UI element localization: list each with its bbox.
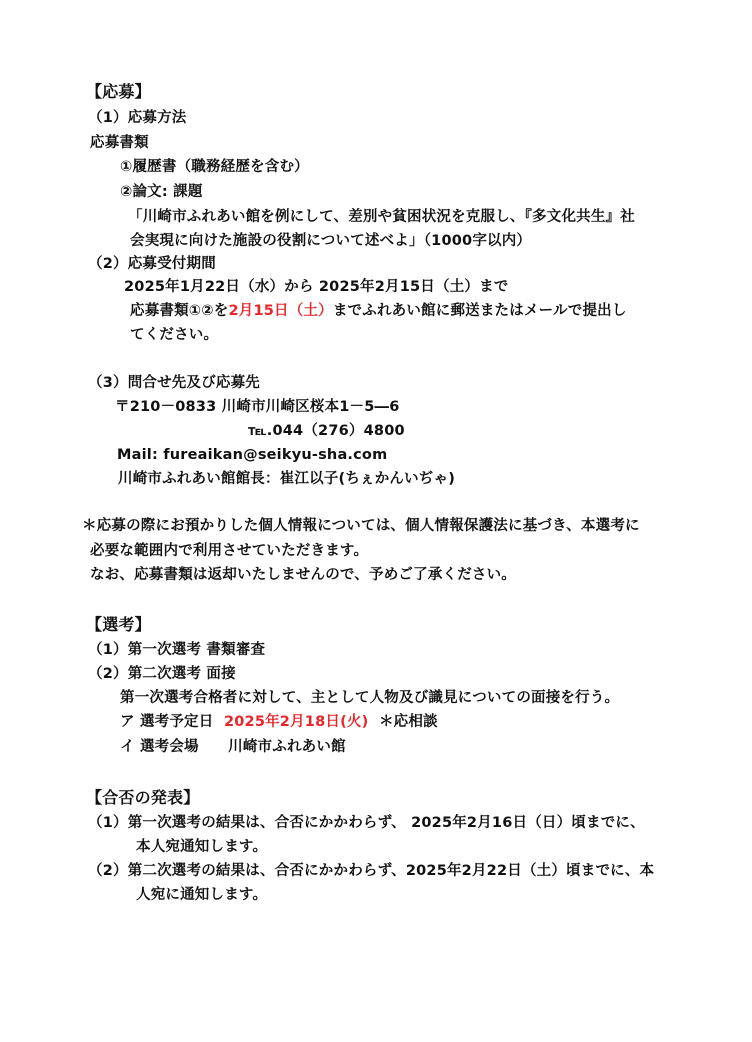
contact-address: 〒210－0833 川崎市川崎区桜本1－5―6 (115, 399, 400, 415)
screening-date-value: 2025年2月18日(火) (223, 714, 369, 730)
screening-date-note: ＊応相談 (378, 714, 438, 730)
second-result-line1: （2）第二次選考の結果は、合否にかかわらず、2025年2月22日（土）頃までに、本 (88, 863, 655, 879)
second-screening: （2）第二次選考 面接 (88, 666, 236, 682)
return-note: なお、応募書類は返却いたしませんので、予めご了承ください。 (90, 567, 517, 583)
contact-tel: ℡.044（276）4800 (248, 423, 405, 439)
submission-prefix: 応募書類①②を (130, 303, 229, 319)
first-screening: （1）第一次選考 書類審査 (88, 642, 266, 658)
documents-title: 応募書類 (90, 135, 149, 151)
first-result-line1: （1）第一次選考の結果は、合否にかかわらず、 2025年2月16日（日）頃までに、 (88, 815, 645, 831)
acceptance-period: 2025年1月22日（水）から 2025年2月15日（土）まで (124, 279, 509, 295)
privacy-note-line1: ＊応募の際にお預かりした個人情報については、個人情報保護法に基づき、本選考に (82, 518, 640, 534)
acceptance-period-title: （2）応募受付期間 (88, 256, 216, 272)
section-heading-happyou: 【合否の発表】 (86, 788, 200, 807)
contact-director: 川崎市ふれあい館館長：崔江以子(ちぇかんいぢゃ) (118, 471, 456, 487)
section-heading-oubo: 【応募】 (86, 82, 151, 101)
essay-topic-line2: 会実現に向けた施設の役割について述べよ」（1000字以内） (130, 233, 532, 249)
contact-mail: Mail: fureaikan@seikyu-sha.com (117, 447, 388, 463)
submission-line1 (130, 301, 627, 321)
essay-topic-line1: 「川崎市ふれあい館を例にして、差別や貧困状況を克服し、『多文化共生』社 (128, 209, 635, 225)
privacy-note-line2: 必要な範囲内で利用させていただきます。 (90, 543, 369, 559)
document-item-resume: ①履歴書（職務経歴を含む） (120, 159, 309, 175)
screening-date-label: ア 選考予定日 (120, 714, 214, 730)
submission-deadline: 2月15日（土） (228, 303, 333, 319)
contact-title: （3）問合せ先及び応募先 (88, 375, 260, 391)
application-method-title: （1）応募方法 (88, 110, 187, 126)
submission-line2: てください。 (130, 327, 219, 343)
document-item-essay: ②論文: 課題 (120, 184, 203, 200)
screening-venue: イ 選考会場 川崎市ふれあい館 (120, 739, 346, 755)
second-result-line2: 人宛に通知します。 (136, 887, 268, 903)
submission-suffix: までふれあい館に郵送またはメールで提出し (332, 303, 627, 319)
screening-date-line (120, 712, 438, 732)
second-screening-description: 第一次選考合格者に対して、主として人物及び識見についての面接を行う。 (120, 690, 620, 706)
first-result-line2: 本人宛通知します。 (136, 839, 268, 855)
section-heading-senkou: 【選考】 (86, 615, 151, 634)
